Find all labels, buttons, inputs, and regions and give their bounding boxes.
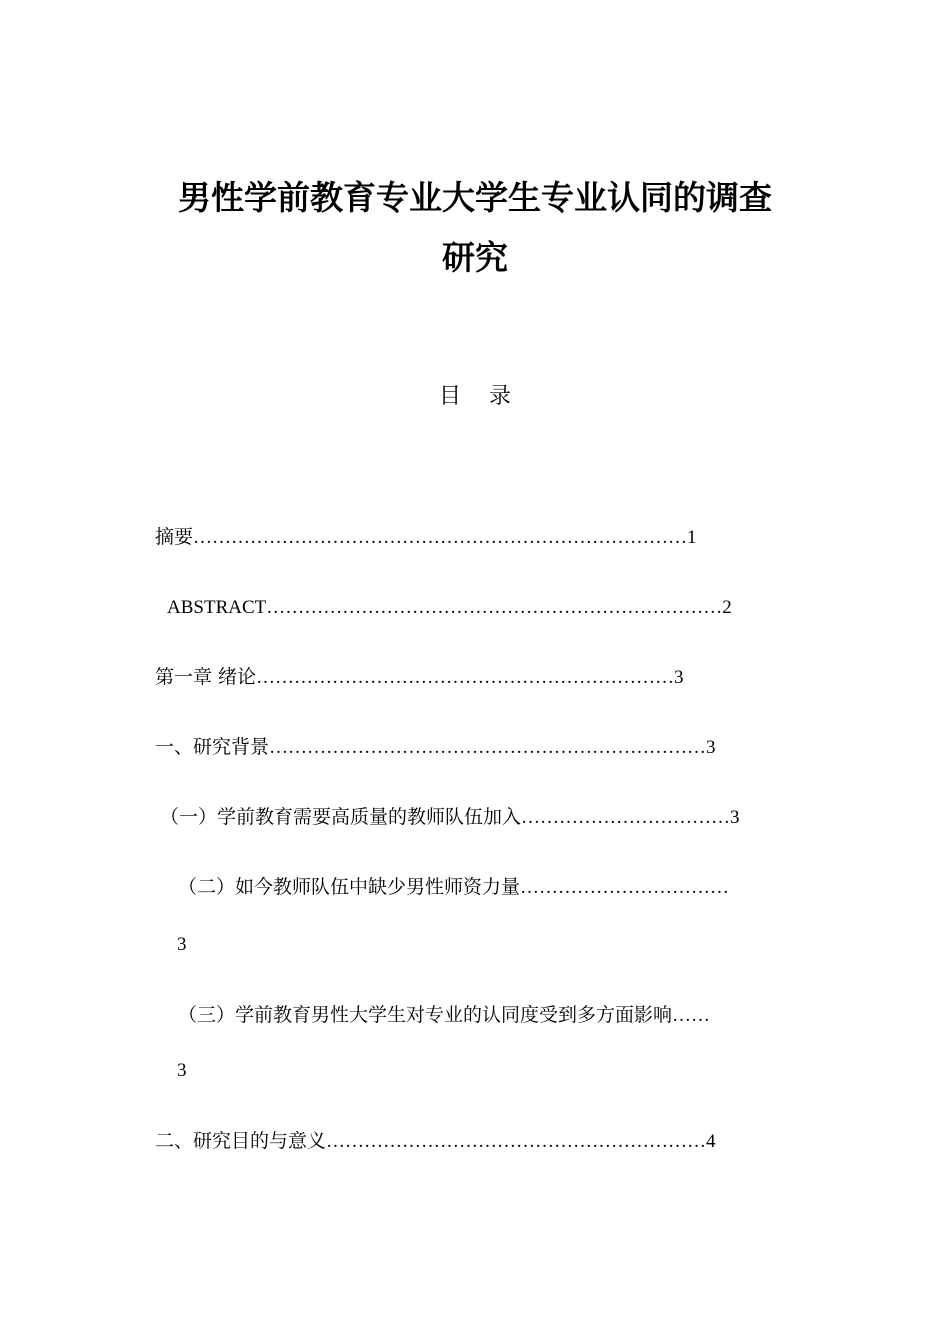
toc-leader-dots: ………………………………………………………… xyxy=(256,667,675,688)
toc-entry-chapter-1[interactable] xyxy=(155,664,684,691)
toc-leader-dots: ……………………………………………………………… xyxy=(266,597,723,618)
toc-page-number: 3 xyxy=(177,1060,187,1081)
toc-leader-dots: …………………………… xyxy=(521,807,731,828)
toc-entry-section-1[interactable] xyxy=(155,734,716,761)
toc-page-number: 1 xyxy=(687,527,697,548)
toc-page-number: 4 xyxy=(706,1131,716,1152)
toc-leader-dots: …………………………… xyxy=(520,877,730,898)
toc-page-number: 3 xyxy=(177,934,187,955)
toc-page-number: 3 xyxy=(674,667,684,688)
document-title-line-2: 研究 xyxy=(442,238,508,277)
toc-entry-subsection-2[interactable] xyxy=(178,874,729,901)
toc-leader-dots: …………………………………………………… xyxy=(326,1131,707,1152)
toc-entry-label: （三）学前教育男性大学生对专业的认同度受到多方面影响 xyxy=(178,1004,673,1026)
toc-entry-subsection-1[interactable] xyxy=(160,804,740,831)
document-title-line-1: 男性学前教育专业大学生专业认同的调查 xyxy=(178,178,772,217)
toc-leader-dots: …………………………………………………………… xyxy=(269,737,707,758)
toc-entry-abstract-en[interactable] xyxy=(167,594,732,621)
toc-page-number: 3 xyxy=(730,807,740,828)
toc-entry-label: （二）如今教师队伍中缺少男性师资力量 xyxy=(178,876,521,898)
toc-leader-dots: …… xyxy=(672,1005,711,1026)
toc-entry-label: 二、研究目的与意义 xyxy=(155,1130,327,1152)
toc-entry-abstract-cn[interactable] xyxy=(155,524,697,551)
toc-heading: 目录 xyxy=(438,384,539,409)
toc-entry-label: 摘要 xyxy=(155,526,194,548)
toc-entry-label: 一、研究背景 xyxy=(155,736,270,758)
toc-entry-label: 第一章 绪论 xyxy=(155,666,257,688)
toc-page-number: 3 xyxy=(706,737,716,758)
toc-leader-dots: …………………………………………………………………… xyxy=(193,527,688,548)
toc-page-number: 2 xyxy=(722,597,732,618)
toc-entry-label: （一）学前教育需要高质量的教师队伍加入 xyxy=(160,806,522,828)
toc-entry-section-2[interactable] xyxy=(155,1128,716,1155)
toc-entry-subsection-3[interactable] xyxy=(178,1002,710,1029)
toc-entry-label: ABSTRACT xyxy=(167,597,267,618)
